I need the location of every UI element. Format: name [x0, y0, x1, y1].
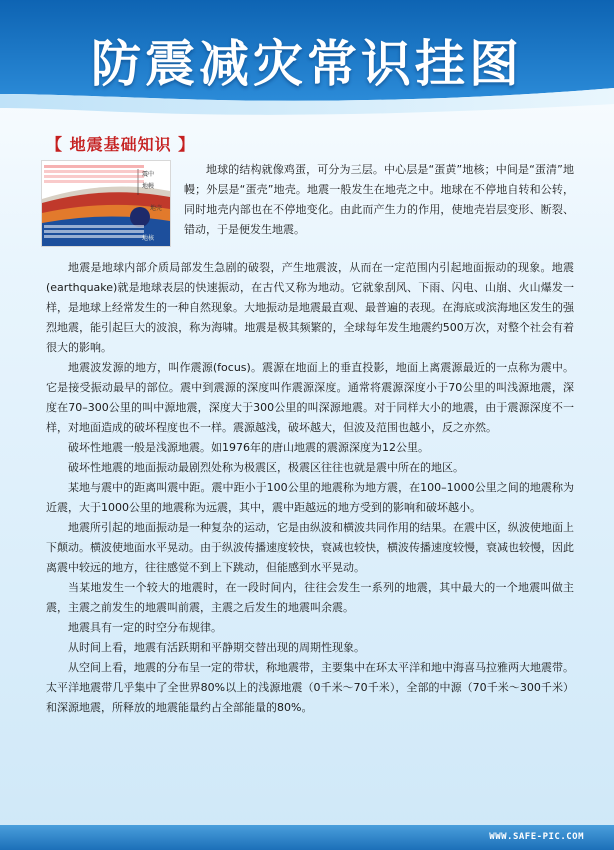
- body-text-block: [46, 258, 574, 718]
- poster-title: 防震减灾常识挂图: [91, 35, 523, 93]
- figure-label-core: 地核: [142, 235, 155, 242]
- paragraph-seismic-waves: 地震所引起的地面振动是一种复杂的运动，它是由纵波和横波共同作用的结果。在震中区，纵波使地面上下颠动。横波使地面水平晃动。由于纵波传播速度较快，衰减也较快，横波传播速度较慢，衰减也较慢，因此离震中较远的地方，往往感觉不到上下跳动，但能感到水平晃动。: [46, 521, 574, 574]
- paragraph-distribution-rule: 地震具有一定的时空分布规律。: [68, 621, 222, 634]
- paragraph-earthquake-definition: 地震是地球内部介质局部发生急剧的破裂，产生地震波，从而在一定范围内引起地面振动的现象。地震(earthquake)就是地球表层的快速振动，在古代又称为地动。它就象刮风、下雨、闪电、山崩、火山爆发一样，是地球上经常发生的一种自然现象。大地振动是地震最直观、最普遍的表现。在海底或滨海地区发生的强烈地震，能引起巨大的波浪，称为海啸。地震是极其频繁的，全球每年发生地震约500万次，对整个社会有着很大的影响。: [46, 261, 574, 354]
- watermark-url: WWW.SAFE-PIC.COM: [489, 832, 584, 842]
- paragraph-meizoseismal-area: 破坏性地震的地面振动最剧烈处称为极震区，极震区往往也就是震中所在的地区。: [68, 461, 464, 474]
- paragraph-destructive-shallow: 破坏性地震一般是浅源地震。如1976年的唐山地震的震源深度为12公里。: [68, 441, 429, 454]
- intro-paragraph-block: [184, 160, 574, 240]
- earth-structure-figure: [41, 160, 171, 247]
- paragraph-earth-structure: 地球的结构就像鸡蛋，可分为三层。中心层是“蛋黄”地核；中间是“蛋清”地幔；外层是“蛋壳”地壳。地震一般发生在地壳之中。地球在不停地自转和公转，同时地壳内部也在不停地变化。由此而产生力的作用，使地壳岩层变形、断裂、错动，于是便发生地震。: [184, 163, 574, 236]
- paragraph-mainshock: 当某地发生一个较大的地震时，在一段时间内，往往会发生一系列的地震，其中最大的一个地震叫做主震，主震之前发生的地震叫前震，主震之后发生的地震叫余震。: [46, 581, 574, 614]
- paragraph-focus-depth: 地震波发源的地方，叫作震源(focus)。震源在地面上的垂直投影，地面上离震源最近的一点称为震中。它是接受振动最早的部位。震中到震源的深度叫作震源深度。通常将震源深度小于70公里的叫浅源地震，深度在70–300公里的叫中源地震，深度大于300公里的叫深源地震。对于同样大小的地震，由于震源深度不一样，对地面造成的破坏程度也不一样。震源越浅，破坏越大，但波及范围也越小，反之亦然。: [46, 361, 574, 434]
- figure-label-epicenter: 震中: [142, 171, 155, 178]
- section-heading: 【 地震基础知识 】: [46, 135, 196, 154]
- figure-caption-bottom: [44, 223, 144, 240]
- header-banner: [0, 0, 614, 125]
- paragraph-temporal-pattern: 从时间上看，地震有活跃期和平静期交替出现的周期性现象。: [68, 641, 365, 654]
- figure-label-crust: 地壳: [150, 205, 163, 212]
- paragraph-epicentral-distance: 某地与震中的距离叫震中距。震中距小于100公里的地震称为地方震，在100–1000公里之间的地震称为近震，大于1000公里的地震称为远震，其中，震中距越远的地方受到的影响和破坏越小。: [46, 481, 574, 514]
- figure-caption-top: [44, 163, 144, 185]
- paragraph-spatial-pattern: 从空间上看，地震的分布呈一定的带状，称地震带，主要集中在环太平洋和地中海喜马拉雅两大地震带。太平洋地震带几乎集中了全世界80%以上的浅源地震（0千米～70千米），全部的中源（70千米～300千米）和深源地震，所释放的地震能量约占全部能量的80%。: [46, 661, 574, 714]
- figure-label-mantle: 地幔: [142, 183, 155, 190]
